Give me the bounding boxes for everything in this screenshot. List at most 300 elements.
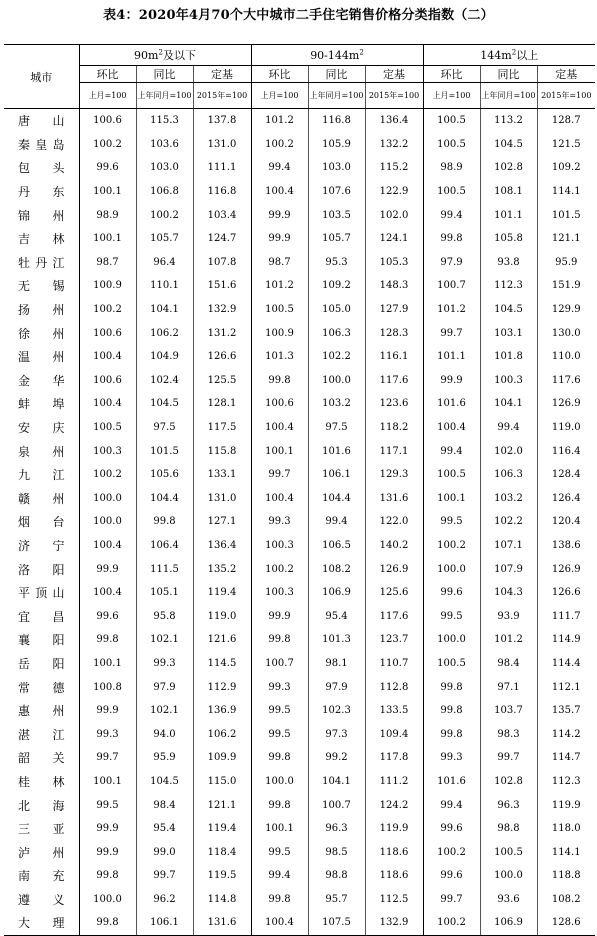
index-value: 99.3: [251, 510, 308, 534]
city-name: 湛江: [18, 727, 65, 742]
table-row: [4, 392, 595, 416]
index-value: 100.1: [79, 652, 136, 676]
index-value: 100.7: [308, 793, 365, 817]
index-value: 100.4: [79, 392, 136, 416]
index-value: 101.3: [251, 345, 308, 369]
index-value: 100.0: [79, 510, 136, 534]
index-value: 100.2: [136, 203, 193, 227]
index-value: 93.8: [480, 251, 537, 275]
index-value: 98.8: [308, 864, 365, 888]
table-row: [4, 345, 595, 369]
index-value: 98.5: [308, 840, 365, 864]
index-value: 105.8: [480, 227, 537, 251]
index-value: 99.8: [423, 722, 480, 746]
index-value: 126.6: [193, 345, 251, 369]
city-name: 常德: [18, 680, 65, 695]
index-value: 101.1: [480, 203, 537, 227]
city-name: 大理: [4, 911, 79, 935]
index-value: 100.7: [423, 274, 480, 298]
index-value: 100.6: [251, 392, 308, 416]
index-value: 106.3: [480, 463, 537, 487]
sub-header-yoy: 同比: [136, 66, 193, 83]
index-value: 99.8: [251, 369, 308, 393]
index-value: 119.0: [193, 604, 251, 628]
index-value: 118.4: [193, 840, 251, 864]
index-value: 136.4: [193, 534, 251, 558]
index-value: 112.9: [193, 675, 251, 699]
index-value: 106.9: [480, 911, 537, 935]
city-name: 襄阳: [18, 633, 65, 648]
index-value: 99.4: [423, 203, 480, 227]
index-value: 111.7: [537, 604, 595, 628]
index-value: 109.2: [537, 156, 595, 180]
index-value: 100.6: [79, 109, 136, 133]
table-row: [4, 439, 595, 463]
table-row: [4, 180, 595, 204]
index-value: 99.8: [79, 864, 136, 888]
base-label-mom: 上月=100: [251, 83, 308, 109]
index-value: 114.1: [537, 840, 595, 864]
index-value: 100.2: [251, 133, 308, 157]
index-value: 119.0: [537, 416, 595, 440]
index-value: 99.5: [423, 510, 480, 534]
index-value: 98.3: [480, 722, 537, 746]
index-value: 98.4: [136, 793, 193, 817]
index-value: 99.9: [79, 557, 136, 581]
index-value: 100.4: [79, 581, 136, 605]
sub-header-mom: 环比: [251, 66, 308, 83]
table-body: [4, 109, 595, 936]
index-value: 131.0: [193, 487, 251, 511]
table-row: [4, 770, 595, 794]
city-name: 平顶山: [18, 586, 65, 601]
index-value: 105.0: [308, 298, 365, 322]
index-value: 99.2: [308, 746, 365, 770]
index-value: 103.7: [480, 699, 537, 723]
index-value: 114.5: [193, 652, 251, 676]
index-value: 99.9: [251, 203, 308, 227]
table-row: [4, 534, 595, 558]
index-value: 128.3: [365, 321, 423, 345]
index-value: 100.6: [79, 321, 136, 345]
base-label-yoy: 上年同月=100: [136, 83, 193, 109]
index-value: 100.1: [251, 817, 308, 841]
index-value: 100.0: [423, 557, 480, 581]
index-value: 104.1: [136, 298, 193, 322]
index-value: 119.4: [193, 817, 251, 841]
group-header-large: $144m^2$以上: [423, 45, 595, 66]
index-value: 114.9: [537, 628, 595, 652]
index-value: 100.1: [251, 439, 308, 463]
index-value: 119.9: [537, 793, 595, 817]
index-value: 98.9: [423, 156, 480, 180]
sub-header-mom: 环比: [423, 66, 480, 83]
table-row: [4, 251, 595, 275]
index-value: 101.6: [308, 439, 365, 463]
index-value: 100.5: [480, 840, 537, 864]
index-value: 99.4: [423, 439, 480, 463]
index-value: 100.7: [251, 652, 308, 676]
index-value: 99.8: [251, 628, 308, 652]
index-value: 105.6: [136, 463, 193, 487]
index-value: 99.6: [423, 864, 480, 888]
table-row: [4, 581, 595, 605]
index-value: 99.9: [251, 604, 308, 628]
index-value: 117.8: [365, 746, 423, 770]
index-value: 95.4: [136, 817, 193, 841]
index-value: 100.5: [79, 416, 136, 440]
city-name: 烟台: [18, 515, 65, 530]
index-value: 104.1: [308, 770, 365, 794]
index-value: 100.5: [423, 109, 480, 133]
index-value: 114.8: [193, 888, 251, 912]
city-name: 温州: [18, 350, 65, 365]
index-value: 98.7: [79, 251, 136, 275]
index-value: 99.7: [423, 321, 480, 345]
city-name: 丹东: [18, 185, 65, 200]
index-value: 126.9: [537, 557, 595, 581]
index-value: 100.2: [79, 463, 136, 487]
index-value: 116.1: [365, 345, 423, 369]
index-value: 101.6: [423, 770, 480, 794]
base-label-mom: 上月=100: [423, 83, 480, 109]
index-value: 115.2: [365, 156, 423, 180]
index-value: 99.7: [79, 746, 136, 770]
index-value: 99.9: [423, 369, 480, 393]
index-value: 100.3: [480, 369, 537, 393]
city-name: 蚌埠: [18, 397, 65, 412]
index-value: 103.0: [308, 156, 365, 180]
index-value: 101.3: [308, 628, 365, 652]
table-row: [4, 156, 595, 180]
index-value: 100.2: [423, 534, 480, 558]
index-value: 99.8: [251, 793, 308, 817]
index-value: 100.3: [251, 581, 308, 605]
index-value: 116.8: [308, 109, 365, 133]
index-value: 100.9: [251, 321, 308, 345]
index-value: 99.3: [423, 746, 480, 770]
index-value: 99.5: [251, 840, 308, 864]
city-name: 济宁: [18, 538, 65, 553]
city-name: 北海: [18, 798, 65, 813]
index-value: 96.3: [480, 793, 537, 817]
index-value: 106.2: [193, 722, 251, 746]
index-value: 99.4: [251, 156, 308, 180]
index-value: 102.1: [136, 628, 193, 652]
city-name: 南充: [18, 869, 65, 884]
sub-header-base: 定基: [193, 66, 251, 83]
index-value: 122.9: [365, 180, 423, 204]
index-value: 133.1: [193, 463, 251, 487]
index-value: 112.3: [537, 770, 595, 794]
index-value: 99.7: [423, 888, 480, 912]
city-name: 韶关: [18, 751, 65, 766]
index-value: 107.1: [480, 534, 537, 558]
table-row: [4, 227, 595, 251]
index-value: 129.3: [365, 463, 423, 487]
index-value: 131.0: [193, 133, 251, 157]
base-label-2015: 2015年=100: [537, 83, 595, 109]
index-value: 111.1: [193, 156, 251, 180]
city-name: 包头: [18, 161, 65, 176]
city-name: 扬州: [18, 303, 65, 318]
index-value: 100.2: [251, 557, 308, 581]
index-value: 108.2: [537, 888, 595, 912]
index-value: 103.6: [136, 133, 193, 157]
index-value: 118.2: [365, 416, 423, 440]
table-row: [4, 298, 595, 322]
index-value: 107.5: [308, 911, 365, 935]
index-value: 97.3: [308, 722, 365, 746]
index-value: 121.6: [193, 628, 251, 652]
index-value: 128.4: [537, 463, 595, 487]
index-value: 108.2: [308, 557, 365, 581]
index-value: 99.8: [423, 227, 480, 251]
index-value: 116.4: [537, 439, 595, 463]
index-value: 124.2: [365, 793, 423, 817]
table-row: [4, 793, 595, 817]
index-value: 115.8: [193, 439, 251, 463]
index-value: 102.2: [308, 345, 365, 369]
index-value: 101.2: [251, 109, 308, 133]
index-value: 126.9: [365, 557, 423, 581]
index-value: 107.9: [480, 557, 537, 581]
index-value: 103.2: [480, 487, 537, 511]
table-row: [4, 746, 595, 770]
table-row: [4, 675, 595, 699]
index-value: 100.9: [79, 274, 136, 298]
index-value: 100.0: [79, 888, 136, 912]
index-value: 99.8: [79, 911, 136, 935]
index-value: 112.3: [480, 274, 537, 298]
index-value: 99.3: [79, 722, 136, 746]
index-value: 102.4: [136, 369, 193, 393]
base-label-2015: 2015年=100: [193, 83, 251, 109]
table-row: [4, 557, 595, 581]
index-value: 94.0: [136, 722, 193, 746]
index-value: 121.1: [193, 793, 251, 817]
index-value: 100.1: [79, 180, 136, 204]
index-value: 102.3: [308, 699, 365, 723]
city-name: 九江: [18, 468, 65, 483]
index-value: 99.5: [423, 604, 480, 628]
city-name: 牡丹江: [18, 255, 65, 270]
index-value: 126.9: [537, 392, 595, 416]
index-value: 95.9: [537, 251, 595, 275]
index-value: 112.8: [365, 675, 423, 699]
index-value: 110.1: [136, 274, 193, 298]
index-value: 100.2: [423, 840, 480, 864]
index-value: 135.2: [193, 557, 251, 581]
sub-header-yoy: 同比: [308, 66, 365, 83]
index-value: 122.0: [365, 510, 423, 534]
index-value: 98.8: [480, 817, 537, 841]
index-value: 135.7: [537, 699, 595, 723]
table-row: [4, 911, 595, 935]
index-value: 101.2: [423, 298, 480, 322]
index-value: 117.6: [365, 604, 423, 628]
index-value: 133.5: [365, 699, 423, 723]
index-value: 102.1: [136, 699, 193, 723]
table-row: [4, 487, 595, 511]
index-value: 108.1: [480, 180, 537, 204]
sub-header-base: 定基: [537, 66, 595, 83]
index-value: 97.5: [136, 416, 193, 440]
index-value: 140.2: [365, 534, 423, 558]
index-value: 97.5: [308, 416, 365, 440]
index-value: 100.5: [423, 180, 480, 204]
index-value: 123.6: [365, 392, 423, 416]
index-value: 99.7: [251, 463, 308, 487]
index-value: 104.4: [308, 487, 365, 511]
index-value: 100.5: [423, 463, 480, 487]
index-value: 99.5: [251, 722, 308, 746]
index-value: 114.7: [537, 746, 595, 770]
index-value: 148.3: [365, 274, 423, 298]
index-value: 104.1: [480, 392, 537, 416]
index-value: 99.5: [79, 793, 136, 817]
index-value: 98.1: [308, 652, 365, 676]
index-value: 99.8: [251, 746, 308, 770]
index-value: 125.6: [365, 581, 423, 605]
index-value: 100.4: [79, 534, 136, 558]
index-value: 151.6: [193, 274, 251, 298]
index-value: 104.5: [480, 133, 537, 157]
index-value: 95.4: [308, 604, 365, 628]
index-value: 115.0: [193, 770, 251, 794]
index-value: 101.2: [251, 274, 308, 298]
index-value: 100.5: [423, 652, 480, 676]
index-value: 101.5: [537, 203, 595, 227]
index-value: 100.1: [423, 487, 480, 511]
index-value: 99.6: [79, 156, 136, 180]
city-name: 惠州: [18, 704, 65, 719]
city-name: 秦皇岛: [18, 137, 65, 152]
index-value: 102.0: [480, 439, 537, 463]
table-row: [4, 416, 595, 440]
index-value: 123.7: [365, 628, 423, 652]
city-name: 赣州: [18, 491, 65, 506]
table-row: [4, 274, 595, 298]
index-value: 101.2: [480, 628, 537, 652]
index-value: 105.9: [308, 133, 365, 157]
sub-header-base: 定基: [365, 66, 423, 83]
index-value: 101.1: [423, 345, 480, 369]
index-value: 99.6: [423, 581, 480, 605]
index-value: 109.9: [193, 746, 251, 770]
table-row: [4, 699, 595, 723]
index-value: 100.3: [79, 439, 136, 463]
index-value: 106.1: [136, 911, 193, 935]
city-name: 安庆: [18, 421, 65, 436]
index-value: 99.8: [251, 888, 308, 912]
index-value: 97.1: [480, 675, 537, 699]
sub-header-mom: 环比: [79, 66, 136, 83]
index-value: 136.4: [365, 109, 423, 133]
index-value: 100.1: [79, 770, 136, 794]
index-value: 100.4: [251, 911, 308, 935]
table-title: 表4：2020年4月70个大中城市二手住宅销售价格分类指数（二）: [103, 8, 494, 23]
index-value: 99.3: [251, 675, 308, 699]
table-row: [4, 369, 595, 393]
index-value: 100.2: [79, 133, 136, 157]
index-value: 111.2: [365, 770, 423, 794]
index-value: 128.6: [537, 911, 595, 935]
index-value: 100.5: [423, 133, 480, 157]
index-value: 120.4: [537, 510, 595, 534]
index-value: 100.1: [79, 227, 136, 251]
index-value: 95.9: [136, 746, 193, 770]
table-row: [4, 864, 595, 888]
base-label-mom: 上月=100: [79, 83, 136, 109]
index-value: 106.8: [136, 180, 193, 204]
index-value: 99.0: [136, 840, 193, 864]
table-row: [4, 817, 595, 841]
index-value: 117.6: [537, 369, 595, 393]
table-row: [4, 133, 595, 157]
index-value: 95.8: [136, 604, 193, 628]
index-value: 109.4: [365, 722, 423, 746]
sub-header-yoy: 同比: [480, 66, 537, 83]
index-value: 102.2: [480, 510, 537, 534]
index-value: 100.4: [79, 345, 136, 369]
index-value: 110.0: [537, 345, 595, 369]
index-value: 112.1: [537, 675, 595, 699]
index-value: 105.7: [136, 227, 193, 251]
index-value: 99.4: [423, 793, 480, 817]
index-value: 111.5: [136, 557, 193, 581]
city-name: 洛阳: [18, 562, 65, 577]
index-value: 110.7: [365, 652, 423, 676]
index-value: 114.4: [537, 652, 595, 676]
index-value: 106.4: [136, 534, 193, 558]
index-value: 103.2: [308, 392, 365, 416]
index-value: 99.6: [423, 817, 480, 841]
table-row: [4, 628, 595, 652]
table-row: [4, 604, 595, 628]
index-value: 106.3: [308, 321, 365, 345]
table-row: [4, 321, 595, 345]
index-value: 100.0: [251, 770, 308, 794]
index-value: 101.5: [136, 439, 193, 463]
city-column-header: 城市: [4, 45, 79, 109]
index-value: 131.2: [193, 321, 251, 345]
index-value: 96.2: [136, 888, 193, 912]
index-value: 101.6: [423, 392, 480, 416]
index-value: 136.9: [193, 699, 251, 723]
index-value: 98.4: [480, 652, 537, 676]
city-name: 泸州: [18, 845, 65, 860]
index-value: 99.4: [251, 864, 308, 888]
index-value: 104.3: [480, 581, 537, 605]
index-value: 121.5: [537, 133, 595, 157]
index-value: 104.5: [136, 770, 193, 794]
index-value: 102.0: [365, 203, 423, 227]
base-label-yoy: 上年同月=100: [480, 83, 537, 109]
index-value: 100.6: [79, 369, 136, 393]
index-value: 105.1: [136, 581, 193, 605]
index-value: 117.1: [365, 439, 423, 463]
index-value: 125.5: [193, 369, 251, 393]
index-value: 114.2: [537, 722, 595, 746]
index-value: 104.9: [136, 345, 193, 369]
index-value: 100.5: [251, 298, 308, 322]
index-value: 103.0: [136, 156, 193, 180]
index-value: 115.3: [136, 109, 193, 133]
index-value: 99.8: [136, 510, 193, 534]
index-value: 100.0: [423, 628, 480, 652]
index-value: 119.5: [193, 864, 251, 888]
